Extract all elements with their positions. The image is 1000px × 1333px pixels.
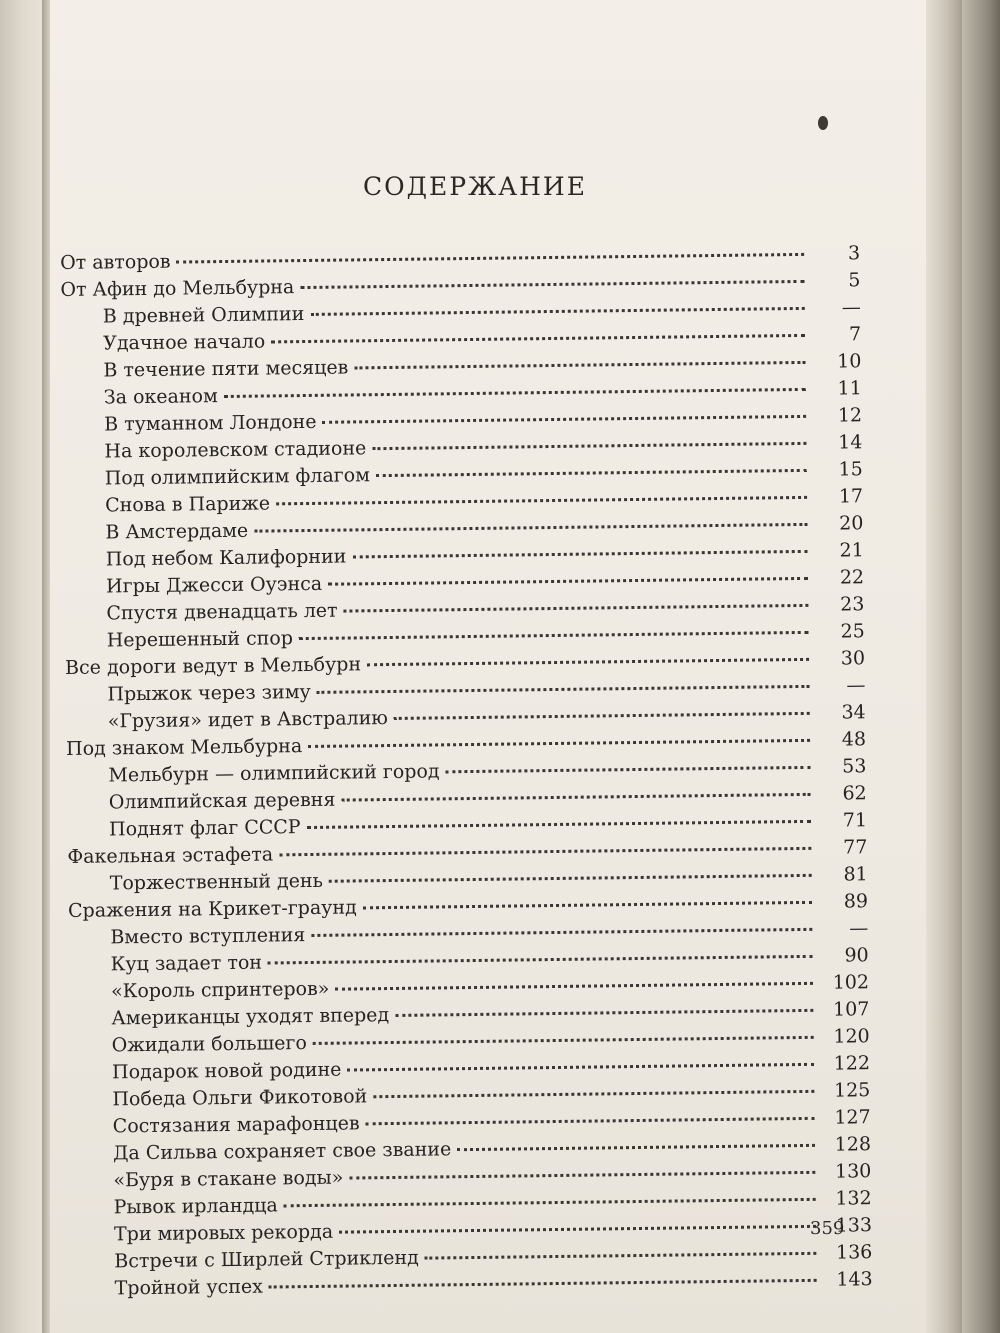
dot-leader xyxy=(354,361,805,370)
dot-leader xyxy=(271,334,805,344)
toc-entry-page: 130 xyxy=(834,1160,872,1183)
page-right-edge xyxy=(926,0,962,1333)
toc-entry-title: Торжественный день xyxy=(109,869,324,895)
dot-leader xyxy=(352,550,807,559)
toc-entry-title: Поднят флаг СССР xyxy=(108,816,301,841)
dot-leader xyxy=(347,1063,814,1072)
toc-entry-page: 34 xyxy=(841,701,866,724)
toc-entry-title: В туманном Лондоне xyxy=(104,410,317,436)
toc-entry-page: 132 xyxy=(835,1187,872,1210)
toc-entry-title: В Амстердаме xyxy=(105,519,249,544)
dot-leader xyxy=(446,766,811,773)
toc-entry-title: От Афин до Мельбурна xyxy=(60,276,295,301)
dot-leader xyxy=(276,496,807,505)
toc-entry-page: 62 xyxy=(842,782,867,805)
dot-leader xyxy=(366,1117,815,1125)
toc-entry-page: 81 xyxy=(843,863,868,886)
dot-leader xyxy=(279,847,811,857)
dot-leader xyxy=(322,415,806,424)
toc-entry-title: От авторов xyxy=(60,250,171,274)
toc-entry-title: На королевском стадионе xyxy=(104,437,367,463)
dot-leader xyxy=(177,253,805,264)
toc-entry-title: Факельная эстафета xyxy=(67,843,274,868)
dot-leader xyxy=(367,658,809,666)
toc-entry-page: 48 xyxy=(841,728,867,751)
toc-entry-page: 14 xyxy=(838,431,863,454)
toc-entry-title: Ожидали большего xyxy=(111,1032,307,1057)
toc-entry-title: В течение пяти месяцев xyxy=(103,356,349,382)
toc-entry-page: 125 xyxy=(833,1079,871,1102)
toc-entry-page: 120 xyxy=(833,1025,870,1048)
dot-leader xyxy=(349,1171,815,1180)
dot-leader xyxy=(395,1009,813,1017)
toc-entry-page: 122 xyxy=(833,1052,871,1075)
toc-entry-page: 11 xyxy=(837,377,862,400)
toc-entry-title: Победа Ольги Фикотовой xyxy=(112,1085,368,1111)
toc-entry-title: «Буря в стакане воды» xyxy=(113,1166,344,1192)
toc-entry-page: 77 xyxy=(843,836,868,859)
table-of-contents xyxy=(60,240,873,1300)
toc-entry-title: «Король спринтеров» xyxy=(110,977,330,1003)
page-title: СОДЕРЖАНИЕ xyxy=(363,172,587,201)
toc-entry-page: — xyxy=(846,674,866,697)
toc-entry-page: 22 xyxy=(839,566,865,589)
ink-spot xyxy=(818,116,828,130)
toc-entry-title: Игры Джесси Оуэнса xyxy=(105,572,323,598)
toc-entry-title: «Грузия» идет в Австралию xyxy=(107,707,389,733)
toc-entry-page: 20 xyxy=(839,512,864,535)
dot-leader xyxy=(269,1279,817,1289)
dot-leader xyxy=(457,1144,815,1151)
page-number: 359 xyxy=(810,1218,845,1239)
toc-entry-title: Куц задает тон xyxy=(110,951,263,976)
toc-entry-title: Прыжок через зиму xyxy=(107,680,311,706)
toc-entry-title: Тройной успех xyxy=(114,1275,264,1300)
toc-entry-page: 12 xyxy=(837,404,863,427)
dot-leader xyxy=(329,874,812,883)
toc-entry-page: 90 xyxy=(844,944,869,967)
toc-entry-page: 128 xyxy=(834,1133,872,1156)
dot-leader xyxy=(284,1198,816,1207)
toc-entry-page: 3 xyxy=(847,242,861,265)
toc-entry-title: Три мировых рекорда xyxy=(113,1220,334,1246)
page-left-edge xyxy=(42,0,50,1333)
toc-entry-page: 107 xyxy=(832,998,870,1021)
dot-leader xyxy=(300,280,804,289)
dot-leader xyxy=(425,1252,817,1260)
toc-entry-title: Спустя двенадцать лет xyxy=(106,599,338,625)
dot-leader xyxy=(254,523,807,533)
toc-entry-page: 21 xyxy=(839,539,864,562)
toc-entry-title: Подарок новой родине xyxy=(111,1058,342,1084)
toc-entry-title: Рывок ирландца xyxy=(113,1194,278,1219)
dot-leader xyxy=(394,712,810,720)
toc-entry-page: 136 xyxy=(835,1241,873,1264)
toc-entry-title: Состязания марафонцев xyxy=(112,1112,360,1138)
toc-entry-page: 10 xyxy=(837,350,862,373)
dot-leader xyxy=(307,820,811,829)
toc-entry-page: 143 xyxy=(836,1268,873,1291)
toc-entry-page: 17 xyxy=(838,485,864,508)
toc-entry-page: 25 xyxy=(840,620,865,643)
toc-entry-title: Снова в Париже xyxy=(104,492,271,517)
toc-entry-page: 53 xyxy=(842,755,867,778)
toc-entry-page: 71 xyxy=(842,809,868,832)
toc-entry-page: 5 xyxy=(848,269,861,292)
toc-entry-page: — xyxy=(849,917,869,940)
toc-entry-title: Американцы уходят вперед xyxy=(111,1004,390,1030)
toc-entry-title: Вместо вступления xyxy=(110,924,306,949)
toc-entry-page: 7 xyxy=(848,323,862,346)
toc-entry-title: Встречи с Ширлей Стрикленд xyxy=(114,1246,419,1273)
toc-entry-page: 133 xyxy=(835,1214,873,1237)
dot-leader xyxy=(317,685,810,694)
dot-leader xyxy=(363,901,812,909)
toc-entry-page: 23 xyxy=(840,593,865,616)
dot-leader xyxy=(344,604,809,613)
toc-entry-title: Мельбурн — олимпийский город xyxy=(108,760,440,787)
toc-entry-page: 30 xyxy=(840,647,866,670)
toc-entry-page: 102 xyxy=(832,971,870,994)
toc-entry-title: Под знаком Мельбурна xyxy=(65,735,303,760)
dot-leader xyxy=(224,388,806,398)
toc-entry-title: Да Сильва сохраняет свое звание xyxy=(112,1138,452,1165)
toc-entry-title: Сражения на Крикет-граунд xyxy=(67,896,357,922)
toc-entry-title: За океаном xyxy=(103,385,218,409)
toc-entry-page: 15 xyxy=(838,458,863,481)
dot-leader xyxy=(339,1225,816,1234)
dot-leader xyxy=(299,631,809,640)
dot-leader xyxy=(373,1090,814,1098)
dot-leader xyxy=(313,1036,814,1045)
toc-entry-title: В древней Олимпии xyxy=(102,303,305,328)
toc-entry-title: Удачное начало xyxy=(103,330,266,355)
toc-entry-page: 89 xyxy=(843,890,869,913)
toc-entry-title: Под олимпийским флагом xyxy=(104,464,371,490)
dot-leader xyxy=(372,442,806,450)
toc-entry-title: Олимпийская деревня xyxy=(108,788,336,814)
toc-entry-page: 127 xyxy=(834,1106,871,1129)
toc-entry-page: — xyxy=(841,296,861,319)
dot-leader xyxy=(268,955,813,965)
dot-leader xyxy=(376,469,807,477)
toc-entry-title: Нерешенный спор xyxy=(106,627,294,652)
dot-leader xyxy=(328,577,808,586)
toc-entry-title: Все дороги ведут в Мельбурн xyxy=(64,653,362,679)
dot-leader xyxy=(310,307,804,316)
dot-leader xyxy=(311,928,812,937)
dot-leader xyxy=(308,739,810,748)
dot-leader xyxy=(335,982,813,991)
dot-leader xyxy=(341,793,810,802)
toc-entry-title: Под небом Калифорнии xyxy=(105,545,347,571)
